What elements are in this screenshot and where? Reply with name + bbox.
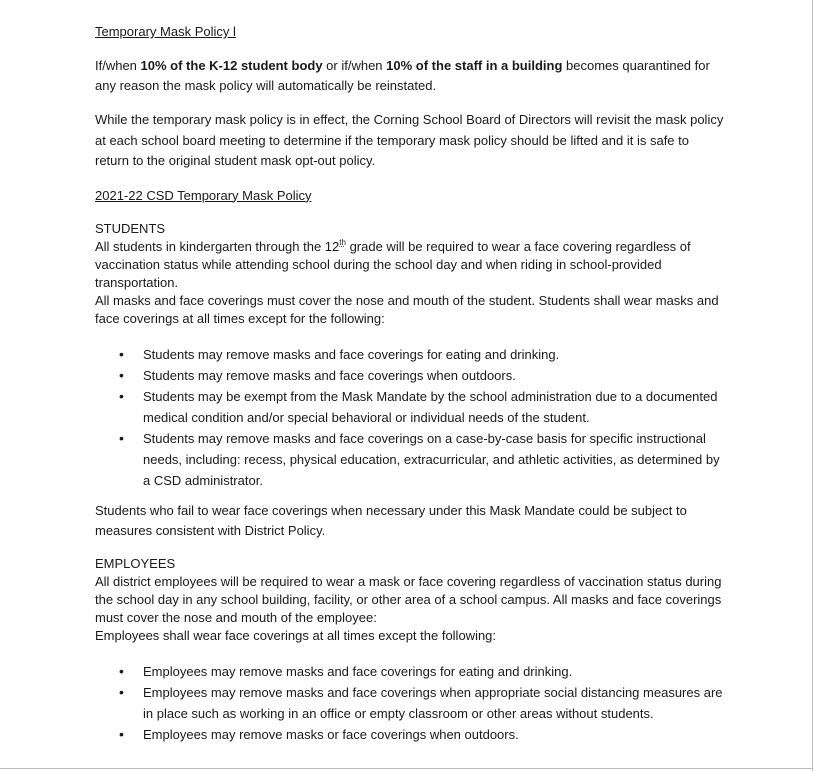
students-consequence: Students who fail to wear face coverings when necessary under this Mask Mandate could be subject to measures consistent with District Policy. bbox=[95, 502, 687, 538]
doc-title bbox=[95, 22, 725, 42]
quarantine-paragraph bbox=[95, 56, 725, 96]
p1-text-c: or if/when bbox=[322, 58, 387, 73]
employees-section bbox=[95, 555, 725, 745]
employees-heading: EMPLOYEES bbox=[95, 555, 176, 571]
list-item: • Employees may remove masks and face coverings when appropriate social distancing measures are in place such as working in an office or empty classroom or other areas without students. bbox=[143, 682, 725, 724]
students-requirement bbox=[95, 238, 725, 292]
employees-exceptions-intro: Employees shall wear face coverings at all times except the following: bbox=[95, 627, 497, 643]
policy-subtitle-text: 2021-22 CSD Temporary Mask Policy bbox=[95, 187, 312, 203]
students-req-text-b: grade will be required to wear a face covering regardless of vaccination status while attending school during the school day and when riding in school-provided transportation. bbox=[95, 238, 691, 290]
list-item: • Students may remove masks and face coverings when outdoors. bbox=[143, 365, 725, 386]
p1-bold-student: 10% of the K-12 student body bbox=[140, 58, 323, 73]
students-section bbox=[95, 220, 725, 541]
students-req-superscript: th bbox=[339, 237, 346, 247]
students-req-text-a: All students in kindergarten through the 12 bbox=[95, 238, 340, 254]
page-edge-bottom bbox=[0, 768, 812, 769]
employees-requirement: All district employees will be required to wear a mask or face covering regardless of vaccination status during the school day in any school building, facility, or other area of a school campus. All masks and face coverings must cover the nose and mouth of the employee: bbox=[95, 573, 722, 625]
p1-text-a: If/when bbox=[95, 58, 141, 73]
students-heading: STUDENTS bbox=[95, 220, 166, 236]
p1-text-e: becomes quarantined for any reason the mask policy will automatically be reinstated. bbox=[95, 58, 710, 93]
list-item: • Students may remove masks and face coverings on a case-by-case basis for specific instructional needs, including: recess, physical education, extracurricular, and athletic activities, as determined by a CSD administrator. bbox=[143, 428, 725, 491]
students-cover-rule: All masks and face coverings must cover the nose and mouth of the student. Students shall wear masks and face coverings at all times except for the following: bbox=[95, 292, 719, 326]
doc-title-text: Temporary Mask Policy l bbox=[95, 24, 236, 39]
p1-bold-staff: 10% of the staff in a building bbox=[386, 58, 563, 73]
students-exceptions-list bbox=[95, 344, 725, 491]
list-item: • Employees may remove masks and face coverings for eating and drinking. bbox=[143, 661, 725, 682]
employees-exceptions-list bbox=[95, 661, 725, 745]
document-body bbox=[95, 22, 725, 745]
list-item: • Students may remove masks and face coverings for eating and drinking. bbox=[143, 344, 725, 365]
page-edge-right bbox=[812, 0, 813, 771]
list-item: • Students may be exempt from the Mask Mandate by the school administration due to a documented medical condition and/or special behavioral or individual needs of the student. bbox=[143, 386, 725, 428]
board-review-paragraph: While the temporary mask policy is in effect, the Corning School Board of Directors will revisit the mask policy at each school board meeting to determine if the temporary mask policy should be lifted and it is safe to return to the original student mask opt-out policy. bbox=[95, 112, 724, 168]
policy-subtitle bbox=[95, 186, 725, 206]
list-item: • Employees may remove masks or face coverings when outdoors. bbox=[143, 724, 725, 745]
